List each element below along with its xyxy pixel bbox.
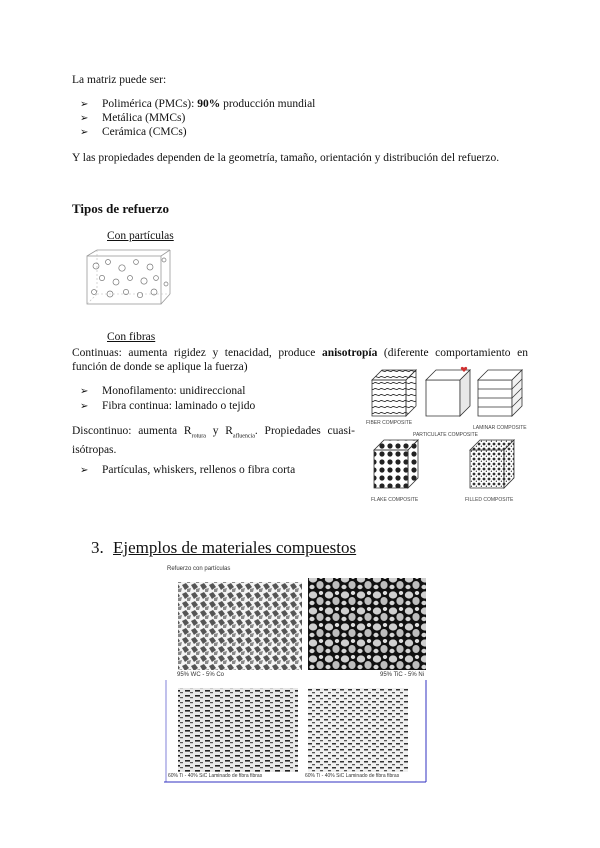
- particle-composite-figure: [84, 248, 172, 308]
- flake-composite-cube: [374, 440, 418, 488]
- micrograph-wc-co: [178, 582, 302, 670]
- matrix-intro: La matriz puede ser:: [72, 74, 167, 86]
- micrograph-ti-sic-1: [178, 688, 298, 772]
- section-title: Ejemplos de materiales compuestos: [113, 538, 357, 557]
- continuous-item-monofilament: ➢ Monofilamento: unidireccional: [80, 385, 246, 397]
- arrow-bullet-icon: ➢: [80, 113, 89, 124]
- particulate-composite-label: PARTICULATE COMPOSITE: [413, 432, 479, 438]
- continuous-item-fiber: ➢ Fibra continua: laminado o tejido: [80, 400, 256, 412]
- flake-composite-label: FLAKE COMPOSITE: [371, 497, 419, 503]
- reinforcement-heading: Tipos de refuerzo: [72, 201, 170, 216]
- fibers-subtitle: Con fibras: [107, 331, 156, 343]
- section-3-heading: [91, 538, 356, 558]
- micrograph-caption-1: 95% WC - 5% Co: [177, 672, 225, 678]
- micrograph-caption-2: 95% TiC - 5% Ni: [380, 672, 425, 678]
- fiber-composite-cube: [372, 370, 416, 416]
- arrow-bullet-icon: ➢: [80, 465, 89, 476]
- particles-subtitle: Con partículas: [107, 230, 174, 242]
- discontinuous-paragraph: Discontinuo: aumenta $R_{rotura}$ y $R_{afluencia}$. Propiedades cuasi-isótropas.: [72, 425, 356, 457]
- filled-composite-label: FILLED COMPOSITE: [465, 497, 514, 503]
- fiber-composite-label: FIBER COMPOSITE: [366, 420, 413, 426]
- micrograph-caption-4: 60% Ti - 40% SiC Laminado de fibra fibras: [305, 773, 400, 779]
- particulate-composite-cube: [426, 370, 470, 416]
- matrix-item-metallic: ➢ Metálica (MMCs): [80, 112, 186, 124]
- micrograph-caption-3: 60% Ti - 40% SiC Laminado de fibra fibras: [168, 773, 263, 779]
- laminar-composite-cube: [478, 370, 522, 416]
- filled-composite-cube: [470, 440, 514, 488]
- continuous-fibers-paragraph: Continuas: aumenta rigidez y tenacidad, produce anisotropía (diferente comportamiento en función de donde se aplique la fuerza): [72, 347, 528, 373]
- arrow-bullet-icon: ➢: [80, 401, 89, 412]
- arrow-bullet-icon: ➢: [80, 99, 89, 110]
- micrographs-figure: [164, 574, 434, 784]
- micrograph-tic-ni: [308, 578, 426, 670]
- matrix-item-polymeric: ➢ Polimérica (PMCs): 90% producción mundial: [80, 98, 316, 110]
- arrow-bullet-icon: ➢: [80, 127, 89, 138]
- arrow-bullet-icon: ➢: [80, 386, 89, 397]
- properties-line: Y las propiedades dependen de la geometría, tamaño, orientación y distribución del refuerzo.: [72, 152, 500, 164]
- micrograph-ti-sic-2: [308, 688, 408, 772]
- laminar-composite-label: LAMINAR COMPOSITE: [473, 425, 527, 431]
- section-number: 3.: [91, 538, 104, 557]
- matrix-item-ceramic: ➢ Cerámica (CMCs): [80, 126, 187, 138]
- discontinuous-item: ➢ Partículas, whiskers, rellenos o fibra corta: [80, 464, 296, 476]
- micrograph-header: Refuerzo con partículas: [167, 566, 231, 572]
